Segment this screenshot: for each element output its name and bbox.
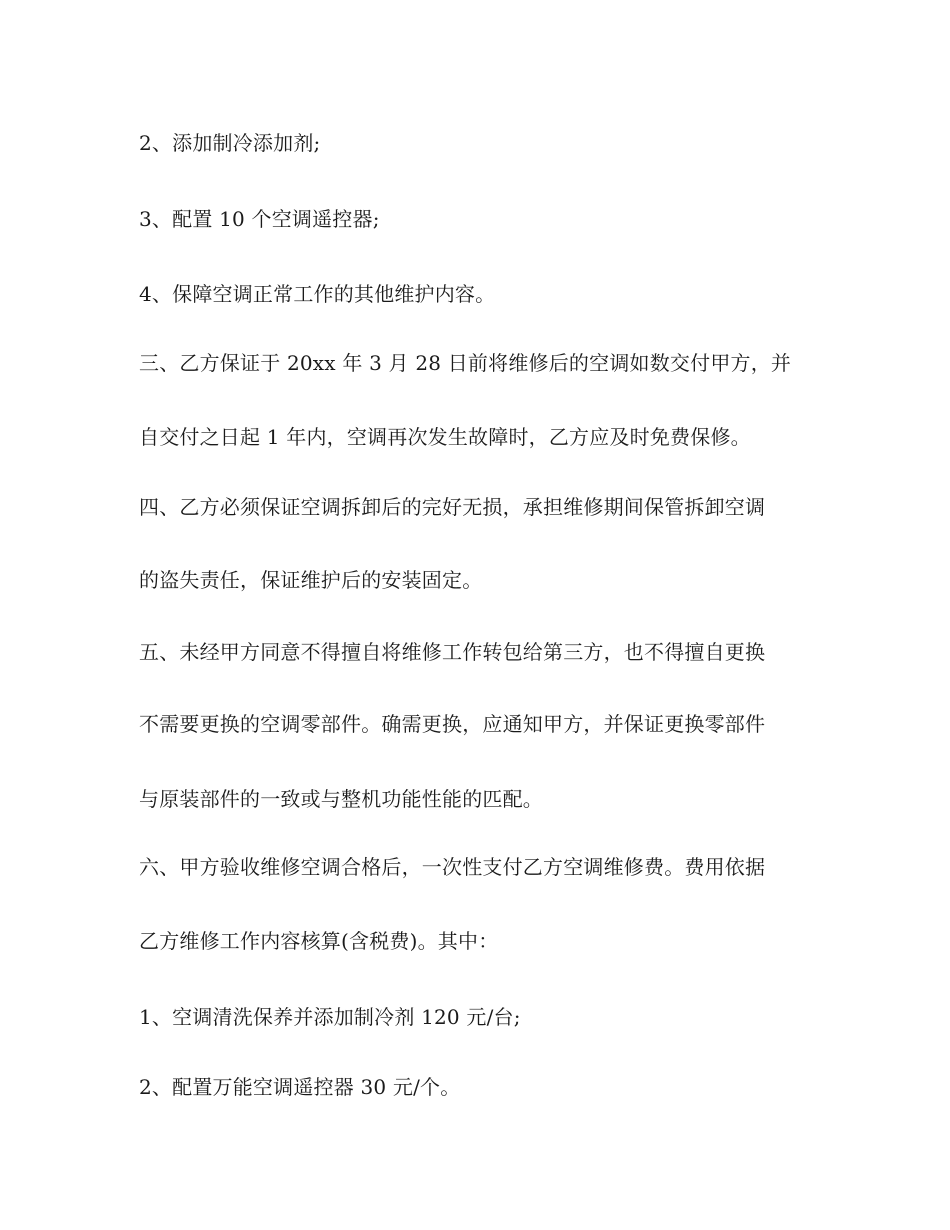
item-3-remote-controls: 3、配置 10 个空调遥控器;: [139, 207, 380, 231]
clause-4-line-2: 的盗失责任，保证维护后的安装固定。: [139, 568, 483, 592]
clause-5-line-3: 与原装部件的一致或与整机功能性能的匹配。: [139, 787, 543, 811]
fee-item-1-cleaning: 1、空调清洗保养并添加制冷剂 120 元/台;: [139, 1005, 521, 1029]
clause-5-line-2: 不需要更换的空调零部件。确需更换，应通知甲方，并保证更换零部件: [139, 712, 766, 736]
clause-5-line-1: 五、未经甲方同意不得擅自将维修工作转包给第三方，也不得擅自更换: [139, 640, 766, 664]
item-2-add-additive: 2、添加制冷添加剂;: [139, 131, 321, 155]
fee-item-2-remote: 2、配置万能空调遥控器 30 元/个。: [139, 1075, 461, 1099]
item-4-other-maintenance: 4、保障空调正常工作的其他维护内容。: [139, 282, 496, 306]
clause-3-line-1: 三、乙方保证于 20xx 年 3 月 28 日前将维修后的空调如数交付甲方，并: [139, 351, 792, 375]
clause-3-line-2: 自交付之日起 1 年内，空调再次发生故障时，乙方应及时免费保修。: [139, 425, 751, 449]
clause-6-line-1: 六、甲方验收维修空调合格后，一次性支付乙方空调维修费。费用依据: [139, 855, 766, 879]
clause-4-line-1: 四、乙方必须保证空调拆卸后的完好无损，承担维修期间保管拆卸空调: [139, 495, 766, 519]
clause-6-line-2: 乙方维修工作内容核算(含税费)。其中：: [139, 929, 499, 953]
